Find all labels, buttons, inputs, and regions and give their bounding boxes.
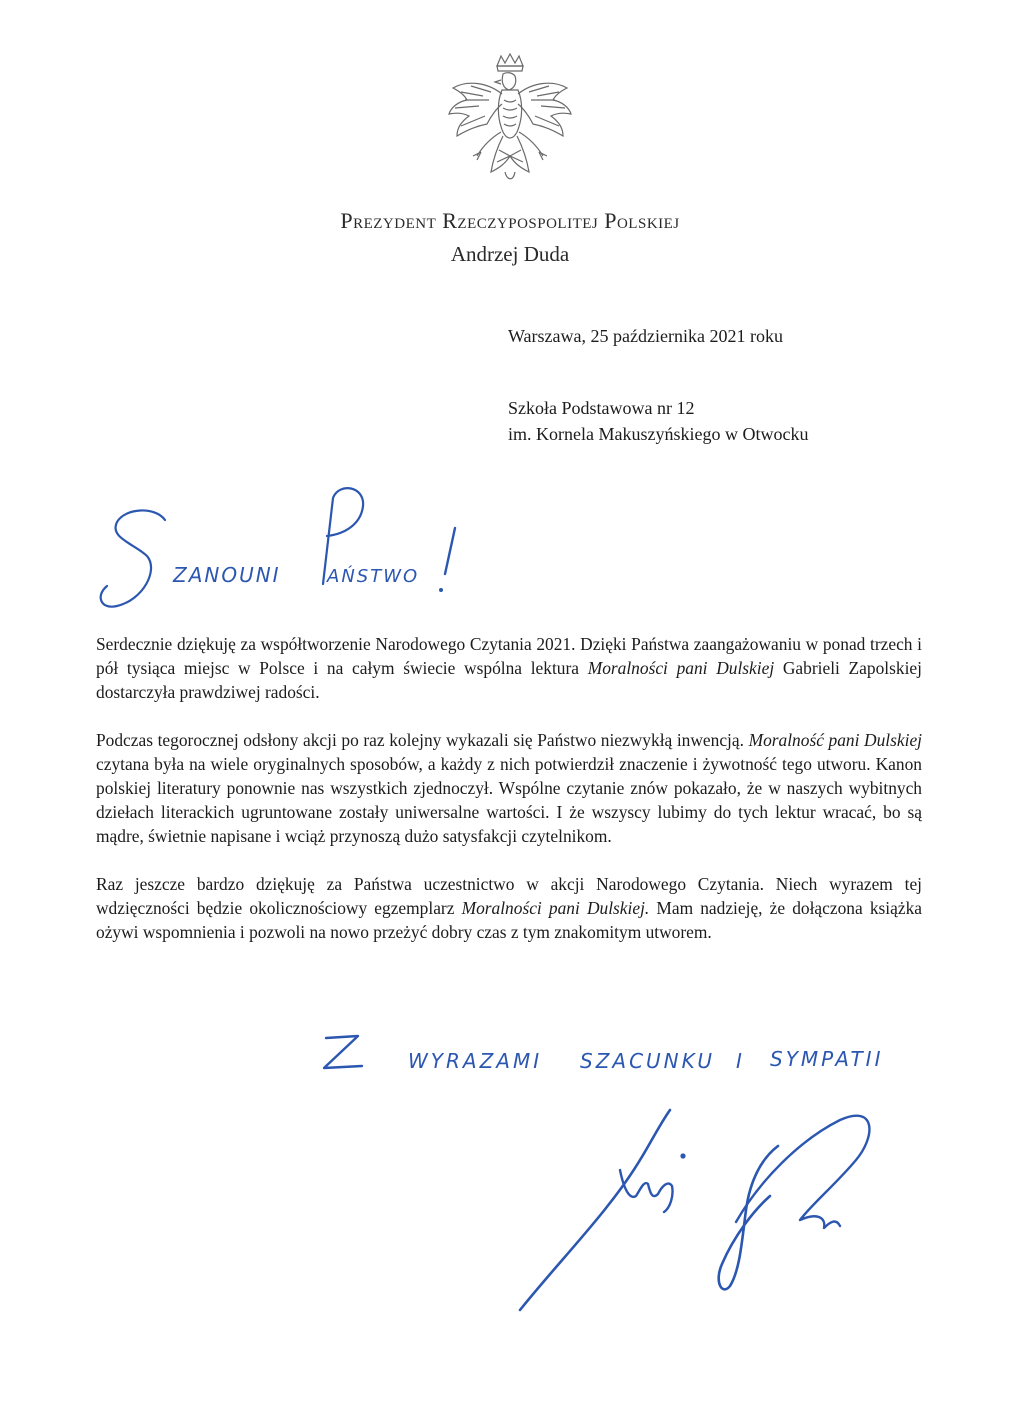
paragraph-3 <box>96 872 922 944</box>
paragraph-2-text-b: czytana była na wiele oryginalnych sposobów, a każdy z nich potwierdził znaczenie i żywotność tego utworu. Kanon polskiej literatury ponownie nas wszystkich zjednoczył. Wspólne czytanie znów pokazało, że w naszych wybitnych dziełach literackich ugruntowane zostały uniwersalne wartości. I że wszyscy lubimy do tych lektur wracać, bo są mądre, świetnie napisane i wciąż przynoszą dużo satysfakcji czytelnikom. <box>96 754 922 846</box>
letter-body <box>96 632 922 968</box>
paragraph-2 <box>96 728 922 848</box>
svg-text:SYMPATII: SYMPATII <box>770 1047 884 1071</box>
svg-text:AŃSTWO: AŃSTWO <box>327 566 420 587</box>
handwritten-closing <box>318 1022 898 1082</box>
book-title: Moralności pani Dulskiej <box>587 658 775 678</box>
paragraph-3-text-a: Raz jeszcze bardzo dziękuję za Państwa uczestnictwo w akcji Narodowego Czytania. Niech wyrazem tej wdzięczności będzie okolicznościowy egzemplarz <box>96 874 922 918</box>
paragraph-3-text-b: Mam nadzieję, że dołączona książka ożywi wspomnienia i pozwoli na nowo przeżyć dobry czas z tym znakomitym utworem. <box>96 898 922 942</box>
addressee-line-1: Szkoła Podstawowa nr 12 <box>508 398 695 418</box>
paragraph-1-text-b: Gabrieli Zapolskiej dostarczyła prawdziwej radości. <box>96 658 922 702</box>
signature <box>500 1100 880 1330</box>
addressee-line-2: im. Kornela Makuszyńskiego w Otwocku <box>508 424 809 444</box>
svg-text:I: I <box>736 1049 745 1073</box>
svg-text:WYRAZAMI: WYRAZAMI <box>408 1049 543 1073</box>
addressee-block <box>508 395 808 447</box>
polish-eagle-emblem <box>447 52 573 190</box>
paragraph-1 <box>96 632 922 704</box>
office-title: Prezydent Rzeczypospolitej Polskiej <box>340 208 680 233</box>
president-name: Andrzej Duda <box>450 242 570 266</box>
svg-text:SZACUNKU: SZACUNKU <box>580 1049 716 1073</box>
svg-text:ZANOUNI: ZANOUNI <box>173 563 281 587</box>
handwritten-salutation <box>95 478 475 628</box>
book-title: Moralności pani Dulskiej. <box>461 898 650 918</box>
date-line: Warszawa, 25 października 2021 roku <box>508 326 783 346</box>
book-title: Moralność pani Dulskiej <box>748 730 923 750</box>
paragraph-2-text-a: Podczas tegorocznej odsłony akcji po raz kolejny wykazali się Państwo niezwykłą inwencją. <box>96 730 744 750</box>
paragraph-1-text-a: Serdecznie dziękuję za współtworzenie Narodowego Czytania 2021. Dzięki Państwa zaangażowaniu w ponad trzech i pół tysiąca miejsc w Polsce i na całym świecie wspólna lektura <box>96 634 922 678</box>
